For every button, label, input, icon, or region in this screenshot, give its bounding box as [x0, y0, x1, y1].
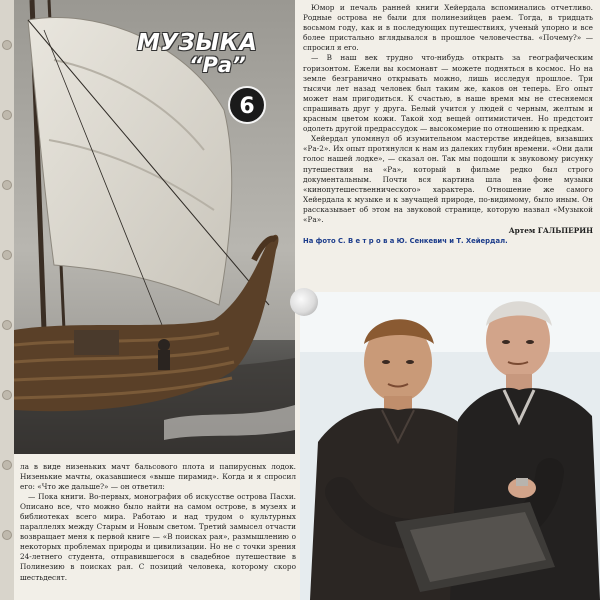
paragraph: Юмор и печаль ранней книги Хейердала вспоминались отчетливо. Родные острова не были для полинезийцев раем. Тогда, в тридцать восьмом году, как и в последующих путешествиях, ученый упорно и все более пристально вглядывался в прошлое человечества. «Почему?» — спросил я его.: [303, 3, 593, 53]
binding-ring: [2, 460, 12, 470]
article-text-right: [303, 3, 593, 293]
spiral-binding: [0, 0, 14, 600]
two-men-illustration: [300, 292, 600, 600]
author-signature: Артем ГАЛЬПЕРИН: [508, 226, 593, 236]
photo-credit: На фото С. В е т р о в а Ю. Сенкевич и Т. Хейердал.: [303, 237, 508, 246]
section-title: [137, 30, 287, 77]
senkevich-heyerdahl-photo: [300, 292, 600, 600]
binding-ring: [2, 390, 12, 400]
binding-ring: [2, 530, 12, 540]
binding-ring: [2, 250, 12, 260]
record-center-hole: [290, 288, 318, 316]
binding-ring: [2, 110, 12, 120]
paragraph: — В наш век трудно что-нибудь открыть за географическим горизонтом. Ежели вы космонавт — можете подняться в космос. Но на земле безгранично открывать можно, лишь исследуя прошлое. Три тысячи лет назад человек был таким же, каков он теперь. Его опыт может нам пригодиться. К счастью, в наше время мы не стесняемся спрашивать друг у друга. Белый учится у людей с черным, желтым и красным цветом кожи. Такой ход вещей оптимистичен. Но предстоит одолеть другой предрассудок — высокомерие по отношению к предкам.: [303, 53, 593, 134]
paragraph: — Пока книги. Во-первых, монография об искусстве острова Пасхи. Описано все, что можно было найти на самом острове, в музеях и библиотеках всего мира. Работаю и над трудом о культурных параллелях между Старым и Новым светом. Третий замысел отчасти возвращает меня к первой книге — «В поисках рая», размышлению о некоторых проблемах природы и цивилизации. Но не с точки зрения 24-летнего студента, отправившегося в свадебное путешествие в Полинезию в поисках рая. С позиций человека, которому скоро шестьдесят.: [20, 492, 296, 582]
title-music: МУЗЫКА: [137, 30, 258, 56]
paragraph: Хейердал упомянул об изумительном мастерстве индейцев, вязавших «Ра-2». Их опыт протянулся к нам из далеких глубин времени. «Они дали голос нашей лодке», — сказал он. Так мы подошли к звуковому рисунку путешествия на «Ра», который в фильме редко был строго документальным. Почти вся картина шла на фоне музыки «кинопутешественнического» характера. Отношение же самого Хейердала к музыке и к звучащей природе, по-видимому, было иным. Он рассказывает об этом на звуковой странице, которую назвал «Музыкой «Ра».: [303, 134, 593, 224]
article-text-left: [20, 462, 296, 598]
binding-ring: [2, 40, 12, 50]
issue-number-badge: 6: [228, 86, 266, 124]
binding-ring: [2, 180, 12, 190]
paragraph: ла в виде низеньких мачт бальсового плота и папирусных лодок. Низенькие мачты, оказавшиеся «выше пирамид». Когда и я спросил его: «Что же дальше?» — он ответил:: [20, 462, 296, 492]
binding-ring: [2, 320, 12, 330]
title-ra: “Ра”: [189, 53, 246, 77]
